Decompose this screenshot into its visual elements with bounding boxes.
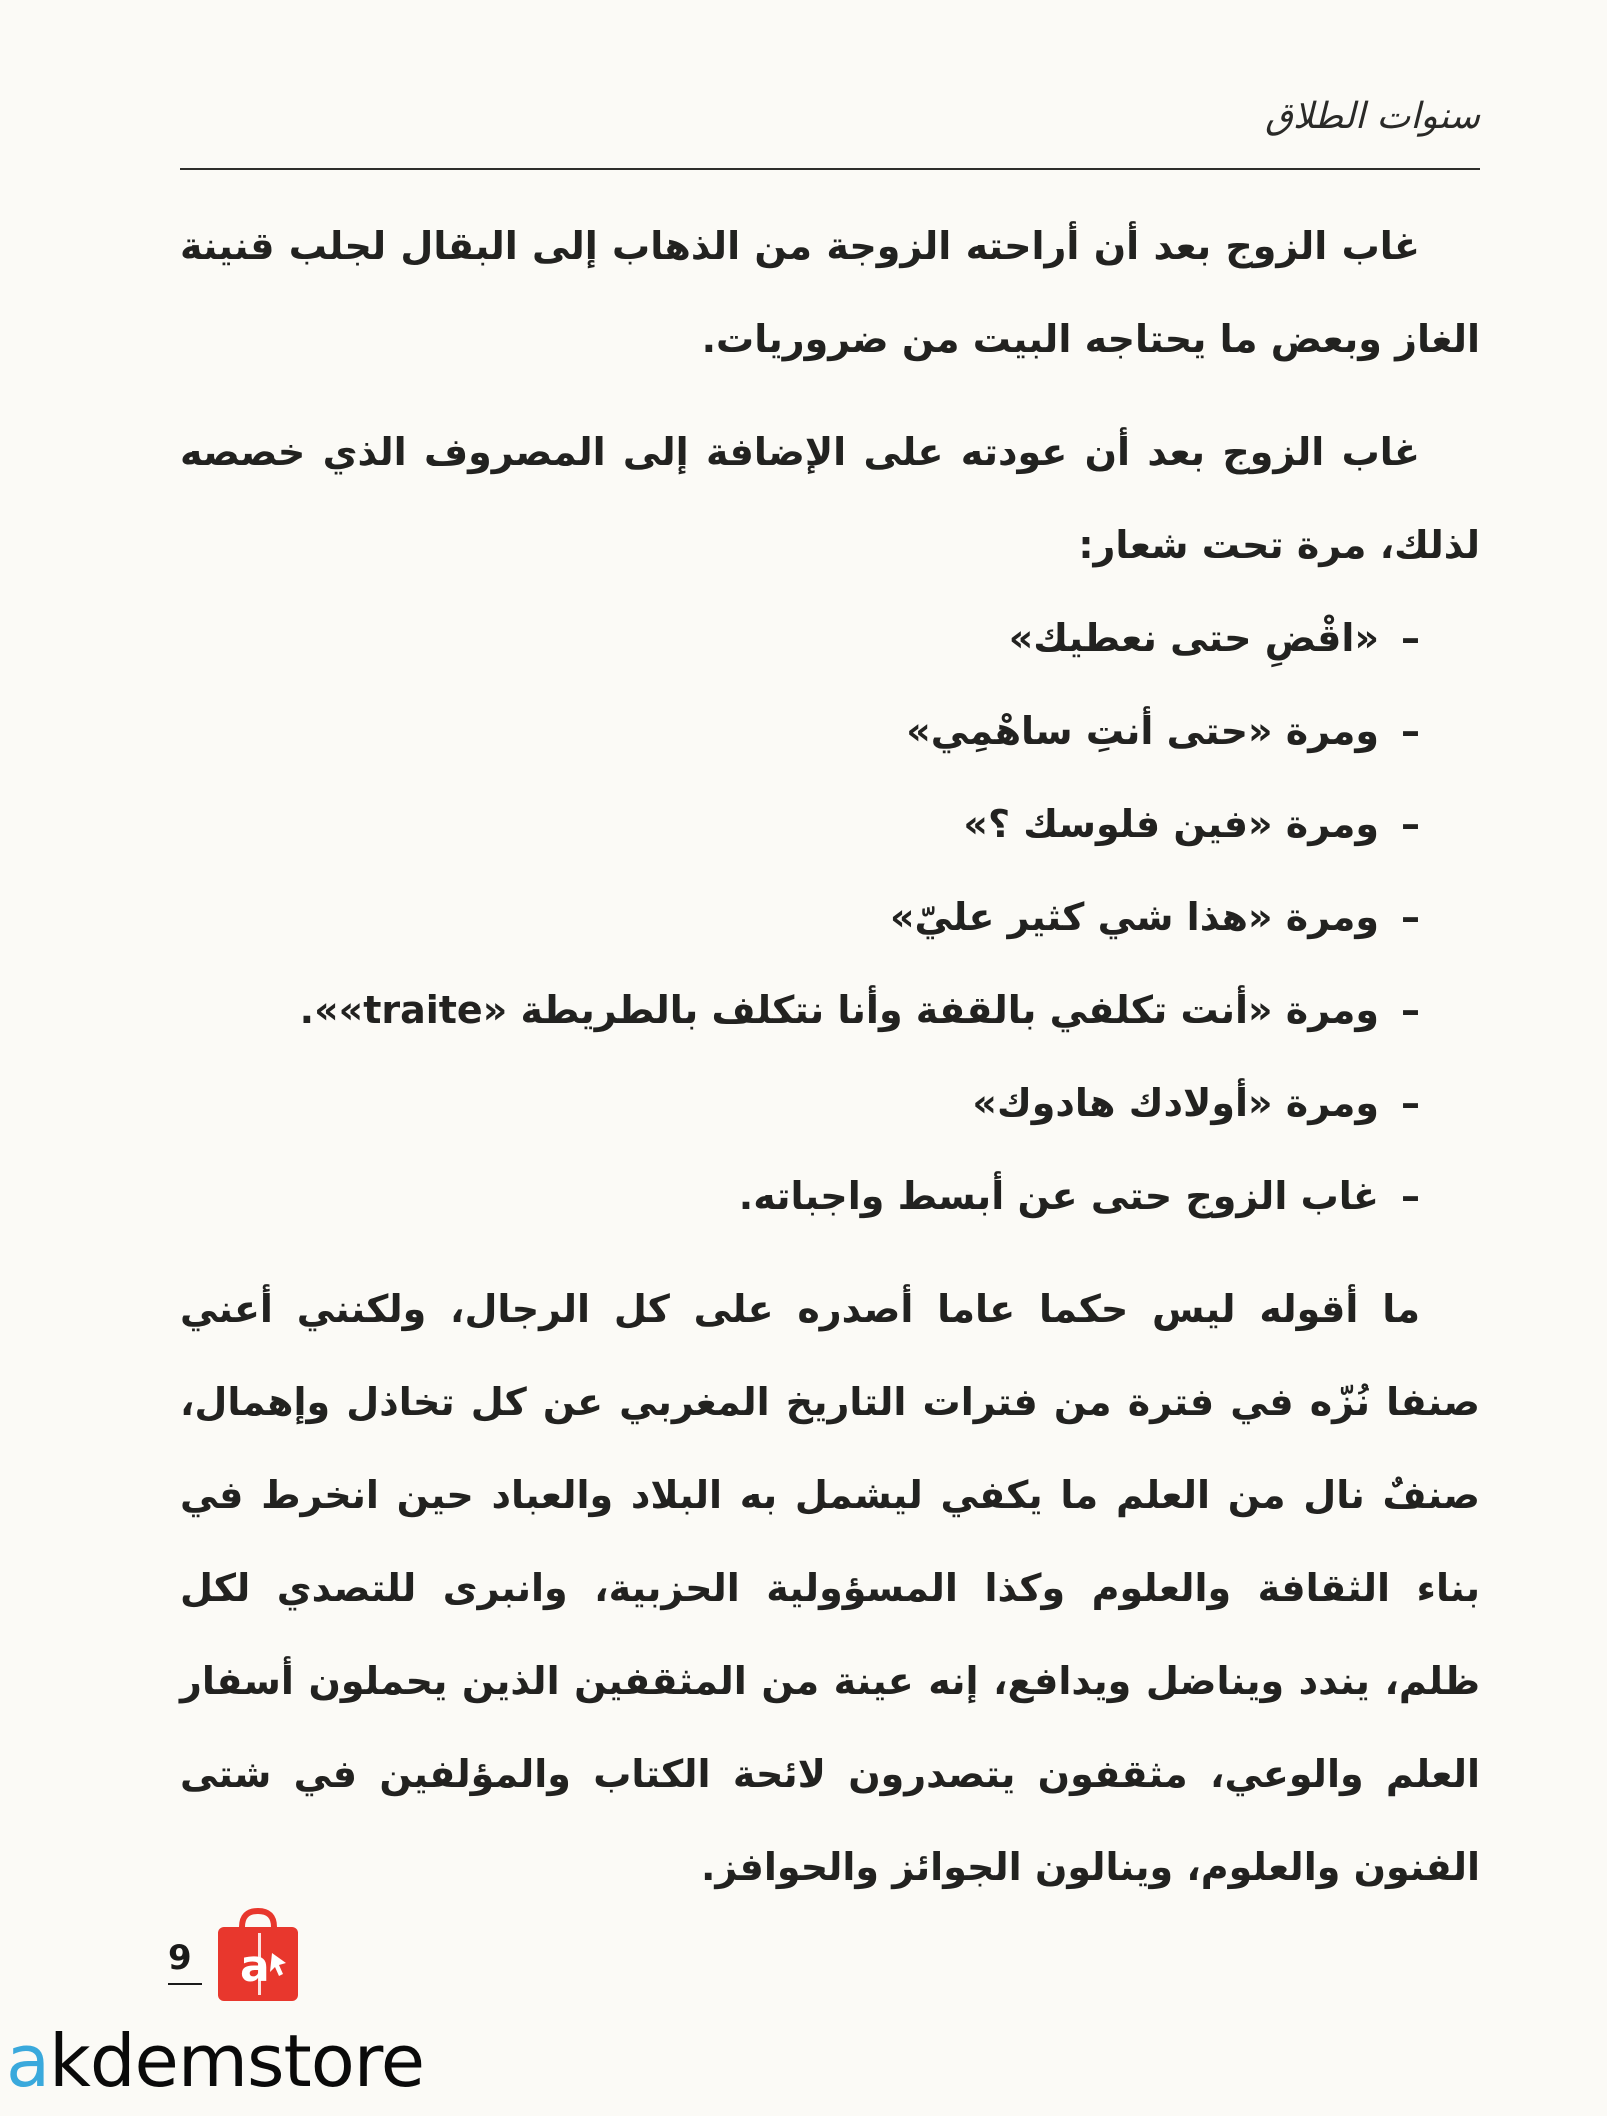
list-dash: – — [1401, 1081, 1420, 1125]
quote-list — [180, 592, 1480, 1243]
quote-text: «اقْضِ حتى نعطيك» — [1008, 616, 1379, 660]
list-dash: – — [1401, 988, 1420, 1032]
quote-item — [180, 1057, 1480, 1150]
page-number: 9 — [168, 1938, 192, 1978]
quote-item — [180, 1150, 1480, 1243]
quote-text: غاب الزوج حتى عن أبسط واجباته. — [738, 1174, 1379, 1218]
page-number-rule — [168, 1983, 202, 1985]
quote-item — [180, 964, 1480, 1057]
quote-text: ومرة «فين فلوسك ؟» — [963, 802, 1379, 846]
list-dash: – — [1401, 1174, 1420, 1218]
quote-item — [180, 871, 1480, 964]
quote-item — [180, 778, 1480, 871]
quote-text: ومرة «حتى أنتِ ساهْمِي» — [906, 709, 1379, 753]
list-dash: – — [1401, 616, 1420, 660]
list-dash: – — [1401, 709, 1420, 753]
header-divider — [180, 168, 1480, 170]
paragraph-2: غاب الزوج بعد أن عودته على الإضافة إلى المصروف الذي خصصه لذلك، مرة تحت شعار: — [180, 430, 1480, 567]
quote-text: ومرة «أولادك هادوك» — [972, 1081, 1379, 1125]
page-body — [180, 200, 1480, 1914]
paragraph-1: غاب الزوج بعد أن أراحته الزوجة من الذهاب إلى البقال لجلب قنينة الغاز وبعض ما يحتاجه البيت من ضروريات. — [180, 224, 1480, 361]
watermark — [6, 2019, 566, 2103]
running-header: سنوات الطلاق — [1265, 96, 1480, 137]
store-logo-icon — [212, 1905, 304, 2005]
logo-letter: a — [240, 1941, 270, 1992]
watermark-rest: kdemstore — [49, 2019, 425, 2103]
watermark-prefix: a — [6, 2019, 50, 2103]
quote-text: ومرة «أنت تكلفي بالقفة وأنا نتكلف بالطريطة «traite»». — [299, 988, 1379, 1032]
quote-text: ومرة «هذا شي كثير عليّ» — [889, 895, 1379, 939]
list-dash: – — [1401, 895, 1420, 939]
quote-item — [180, 685, 1480, 778]
quote-item — [180, 592, 1480, 685]
paragraph-3: ما أقوله ليس حكما عاما أصدره على كل الرجال، ولكنني أعني صنفا نُزّه في فترة من فترات التاريخ المغربي عن كل تخاذل وإهمال، صنفٌ نال من العلم ما يكفي ليشمل به البلاد والعباد حين انخرط في بناء الثقافة والعلوم وكذا المسؤولية الحزبية، وانبرى للتصدي لكل ظلم، يندد ويناضل ويدافع، إنه عينة من المثقفين الذين يحملون أسفار العلم والوعي، مثقفون يتصدرون لائحة الكتاب والمؤلفين في شتى الفنون والعلوم، وينالون الجوائز والحوافز. — [180, 1287, 1480, 1889]
list-dash: – — [1401, 802, 1420, 846]
